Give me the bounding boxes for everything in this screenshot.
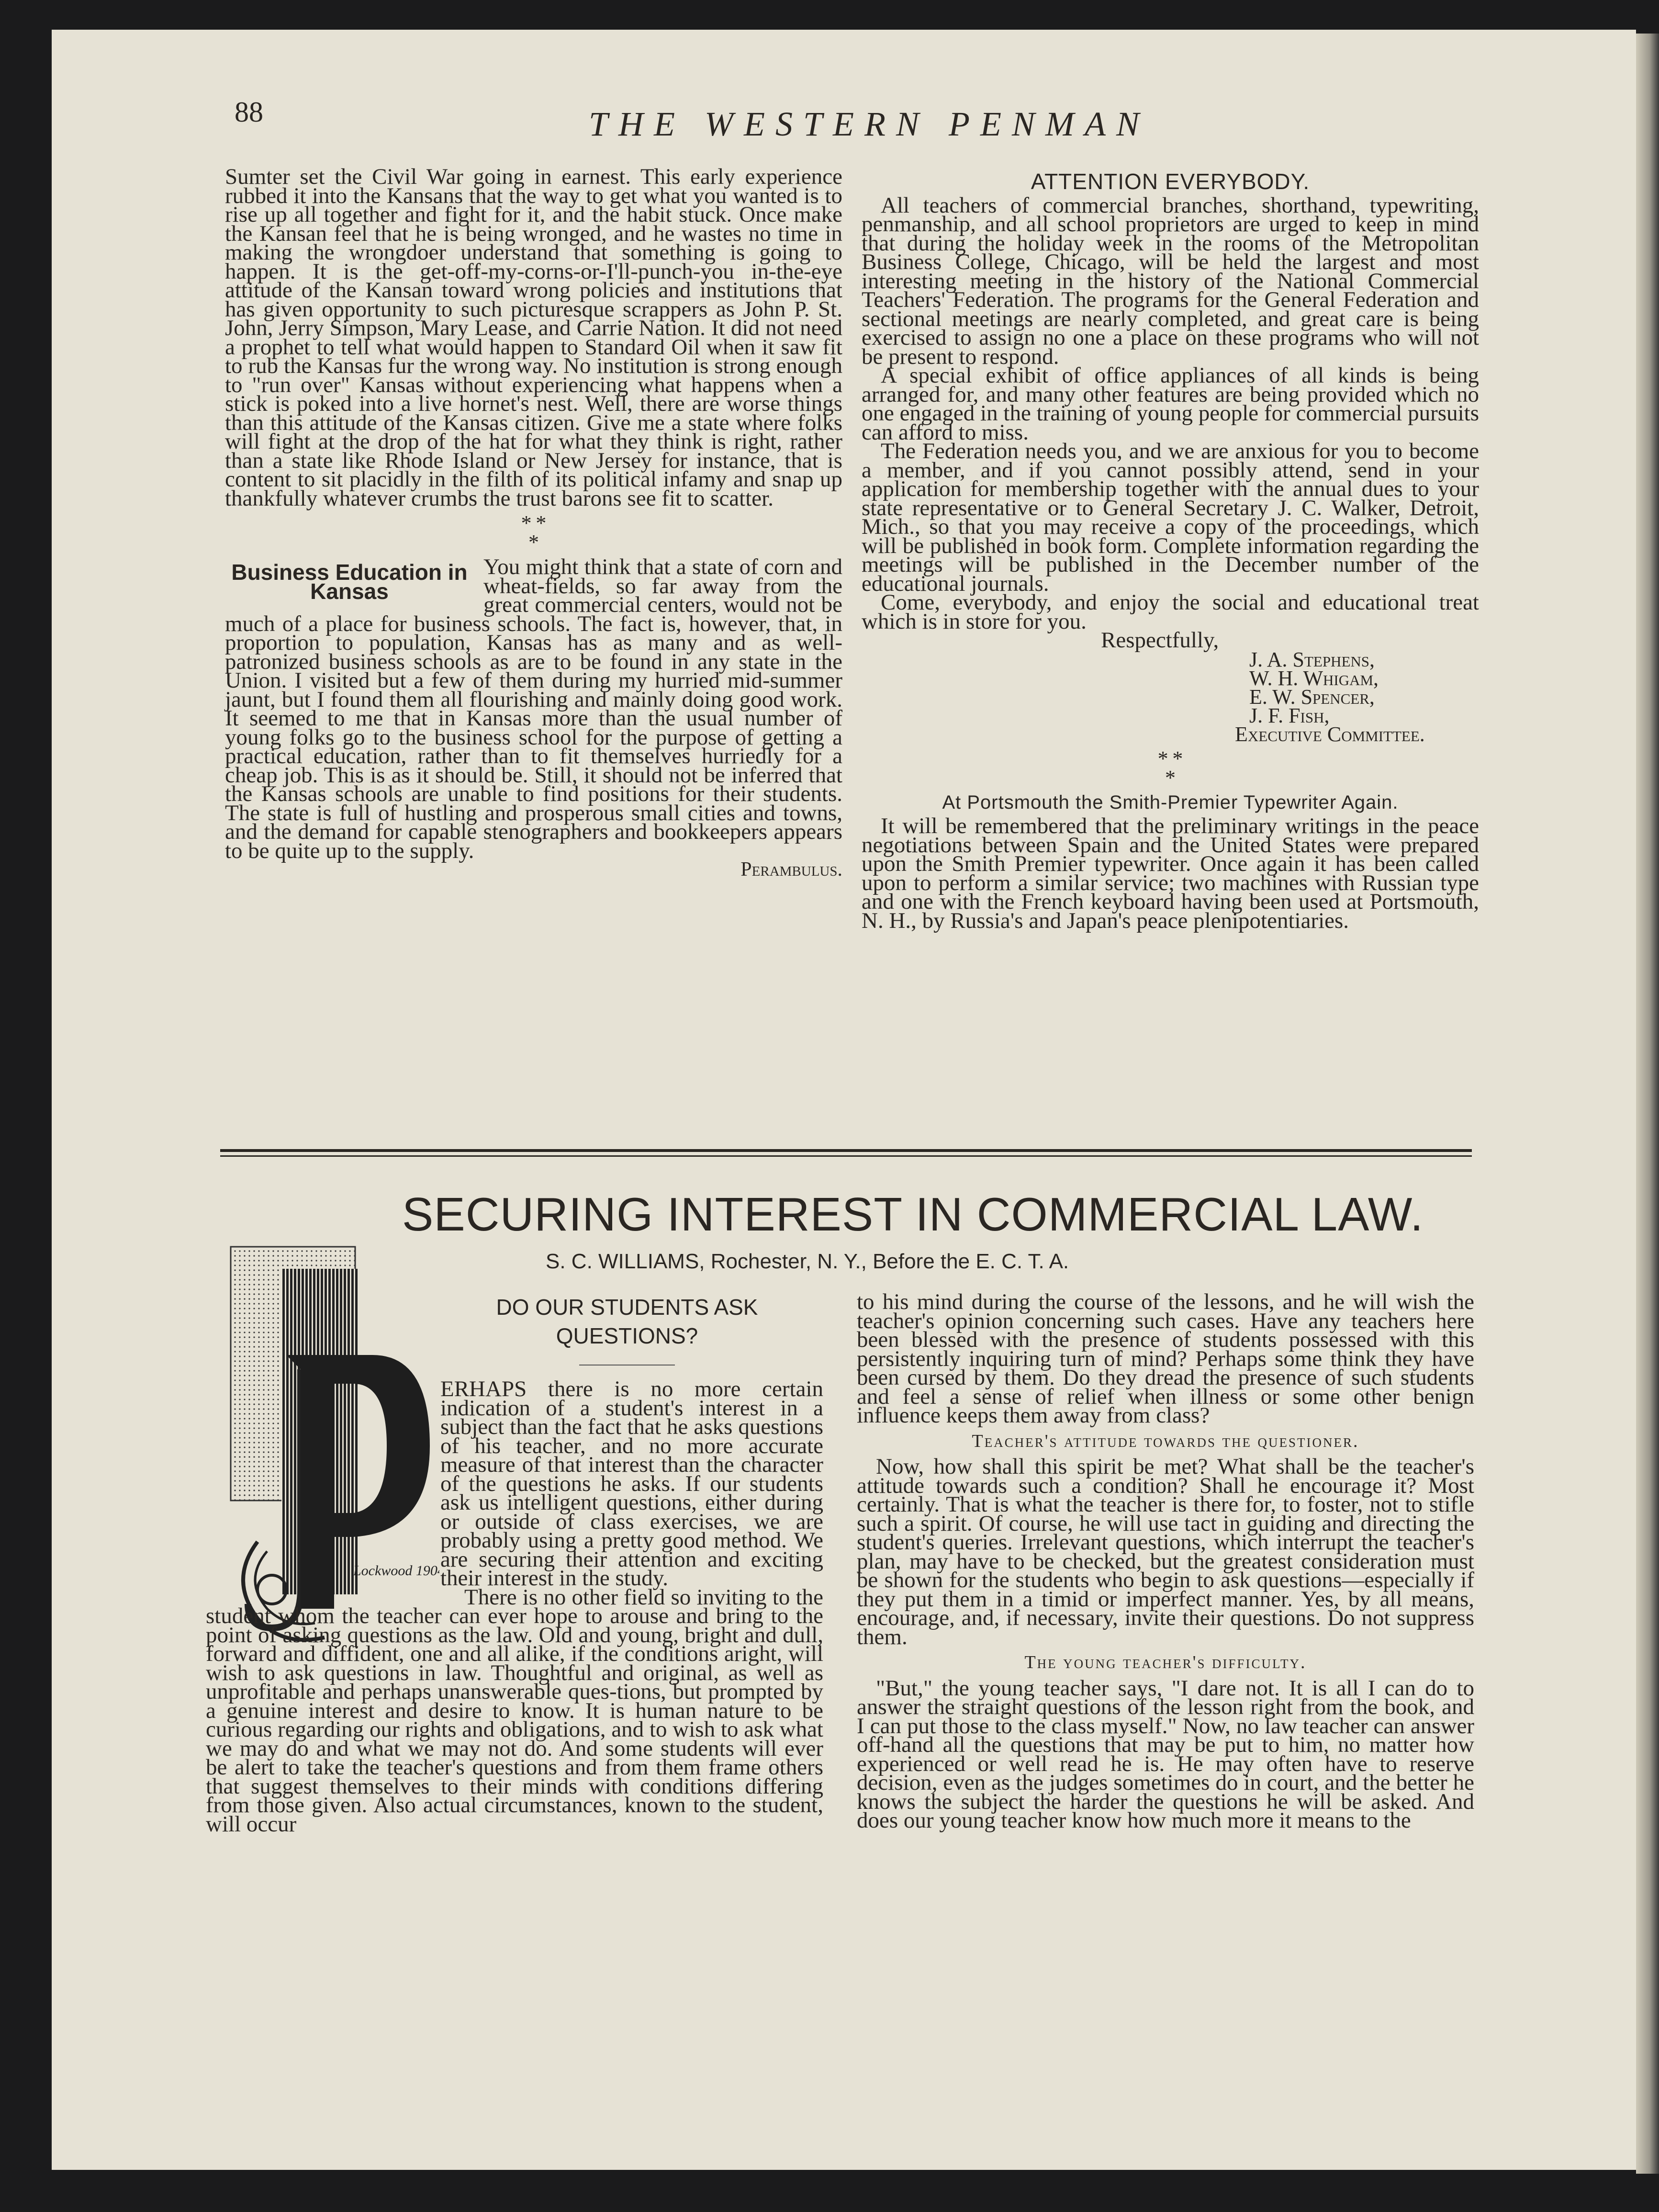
attention-heading: ATTENTION EVERYBODY. <box>1031 169 1310 194</box>
side-heading: Business Education in Kansas <box>231 560 468 604</box>
right-column <box>862 169 1479 933</box>
divider-rule-thin <box>220 1155 1472 1157</box>
signer: E. W. Spencer, <box>1249 685 1375 709</box>
federation-paragraph-3: The Federation needs you, and we are anxious for you to become a member, and if you cannot possibly attend, send in your application for membership together with the annual dues to your state representative or to General Secretary J. C. Walker, Detroit, Mich., so that you may receive a copy of the proceedings, which will be published in book form. Complete information regarding the meetings will be published in the December number of the educational journals. <box>862 439 1479 596</box>
article-right-paragraph-1: to his mind during the course of the lessons, and he will wish the teacher's opinion concerning such cases. Have any teachers here been blessed with the presence of students possessed with this persistently inquiring turn of mind? Perhaps some think they have been cursed by them. Do they dread the presence of such students and feel a sense of relief when illness or some other benign influence keeps them away from class? <box>857 1289 1474 1428</box>
portsmouth-heading: At Portsmouth the Smith-Premier Typewriter Again. <box>942 791 1399 813</box>
signer: W. H. Whigam, <box>1249 666 1379 690</box>
federation-paragraph-1: All teachers of commercial branches, shorthand, typewriting, penmanship, and all school proprietors are urged to keep in mind that during the holiday week in the rooms of the Metropolitan Business College, Chicago, will be held the largest and most interesting meeting in the history of the National Commercial Teachers' Federation. The programs for the General Federation and sectional meetings are nearly completed, and great care is being exercised to assign no one a place on these programs who will not be present to respond. <box>862 192 1479 369</box>
heading-young-teacher: The young teacher's difficulty. <box>1024 1652 1307 1672</box>
signature-perambulus: Perambulus. <box>740 858 842 880</box>
article-byline: S. C. WILLIAMS, Rochester, N. Y., Before the E. C. T. A. <box>546 1250 1069 1273</box>
portsmouth-paragraph: It will be remembered that the preliminary writings in the peace negotiations between Spain and the United States were prepared upon the Smith Premier typewriter. Once again it has been called upon to perform a similar service; two machines with Russian type and one with the French keyboard having been used at Portsmouth, N. H., by Russia's and Japan's peace plenipotentiaries. <box>862 813 1479 933</box>
federation-paragraph-4: Come, everybody, and enjoy the social and educational treat which is in store for you. <box>862 590 1479 634</box>
page-number: 88 <box>235 96 263 128</box>
short-rule <box>579 1365 675 1366</box>
article-subhead: DO OUR STUDENTS ASK QUESTIONS? <box>496 1295 758 1348</box>
article-left-column <box>206 1293 823 1837</box>
business-education-paragraph: You might think that a state of corn and wheat-fields, so far away from the great commercial centers, would not be much of a place for business schools. The fact is, however, that, in proportion to population, Kansas has as many and as well-patronized business schools as are to be found in any state in the Union. I visited but a few of them during my hurried mid-summer jaunt, but I found them all flourishing and mainly doing good work. It seemed to me that in Kansas more than the usual number of young folks go to the business school for the purpose of getting a practical education, rather than to fit themselves hurriedly for a cheap job. This is as it should be. Still, it should not be inferred that the Kansas schools are unable to find positions for their students. The state is full of hustling and prosperous small cities and towns, and the demand for capable stenographers and bookkeepers appears to be quite up to the supply. <box>225 554 842 863</box>
article-right-column <box>857 1289 1474 1833</box>
initial-signature: Lockwood 1904 <box>353 1563 439 1579</box>
left-column <box>225 164 842 880</box>
running-title: THE WESTERN PENMAN <box>589 105 1150 143</box>
signer: J. F. Fish, <box>1249 703 1330 727</box>
article-title: SECURING INTEREST IN COMMERCIAL LAW. <box>402 1188 1424 1241</box>
section-stars-2: * * * <box>1157 746 1183 790</box>
signers <box>862 647 1479 746</box>
committee: Executive Committee. <box>1235 722 1425 746</box>
section-stars: * * * <box>521 511 547 554</box>
kansas-paragraph: Sumter set the Civil War going in earnest. This early experience rubbed it into the Kansans that the way to get what you wanted is to rise up all together and fight for it, and the habit stuck. Once make the Kansan feel that he is being wronged, and he wastes no time in making the wrongdoer understand that something is going to happen. It is the get-off-my-corns-or-I'll-punch-you in-the-eye attitude of the Kansan toward wrong policies and institutions that has given opportunity to such picturesque scrappers as John P. St. John, Jerry Simpson, Mary Lease, and Carrie Nation. It did not need a prophet to tell what would happen to Standard Oil when it saw fit to rub the Kansas fur the wrong way. No institution is strong enough to "run over" Kansas without experiencing what happens when a stick is poked into a live hornet's nest. Well, there are worse things than this attitude of the Kansas citizen. Give me a state where folks will fight at the drop of the hat for what they think is right, rather than a state like Rhode Island or New Jersey for instance, that is content to sit placidly in the filth of its political infamy and snap up thankfully whatever crumbs the trust barons see fit to scatter. <box>225 164 842 511</box>
signer: J. A. Stephens, <box>1249 647 1375 671</box>
article-right-paragraph-3: "But," the young teacher says, "I dare not. It is all I can do to answer the straight questions of the lesson right from the book, and I can put those to the class myself." Now, no law teacher can answer off-hand all the questions that may be put to him, no matter how experienced or well read he is. He may often have to reserve decision, even as the judges sometimes do in court, and the better he knows the subject the harder the questions he will be asked. And does our young teacher know how much more it means to the <box>857 1675 1474 1833</box>
article-paragraph-1: ERHAPS there is no more certain indication of a student's interest in a subject than the fact that he asks questions of his teacher, and no more accurate measure of that interest than the character of the questions he asks. If our students ask us intelligent questions, either during or outside of class exercises, we are probably using a pretty good method. We are securing their attention and exciting their interest in the study. <box>440 1377 823 1591</box>
article-right-paragraph-2: Now, how shall this spirit be met? What shall be the teacher's attitude towards such a condition? Shall he encourage it? Most certainly. That is what the teacher is there for, to foster, not to stifle such a spirit. Of course, he will use tact in guiding and directing the student's queries. Irrelevant questions, which interrupt the teacher's plan, may have to be checked, but the greatest consideration must be shown for the students who begin to ask questions—especially if they put them in a timid or imperfect manner. Yes, by all means, encourage, and, if necessary, invite their questions. Do not suppress them. <box>857 1454 1474 1649</box>
page-edge <box>1636 34 1659 2174</box>
divider-rule <box>220 1149 1472 1152</box>
article-paragraph-2: There is no other field so inviting to the student whom the teacher can ever hope to arouse and bring to the point of asking questions as the law. Old and young, bright and dull, forward and diffident, one and all alike, if the conditions aright, will wish to ask questions in law. Thoughtful and original, as well as unprofitable and perhaps unanswerable ques-tions, but prompted by a genuine interest and desire to know. It is human nature to be curious regarding our rights and obligations, and to wish to ask what we may do and what we may not do. And some students will ever be alert to take the teacher's questions and from them frame others that suggest themselves to their minds with conditions differing from those given. Also actual circumstances, known to the student, will occur <box>206 1584 823 1837</box>
heading-teachers-attitude: Teacher's attitude towards the questioner. <box>972 1431 1359 1451</box>
federation-paragraph-2: A special exhibit of office appliances of all kinds is being arranged for, and many other features are being provided which no one engaged in the training of young people for commercial pursuits can afford to miss. <box>862 363 1479 445</box>
closing: Respectfully, <box>1101 628 1219 653</box>
